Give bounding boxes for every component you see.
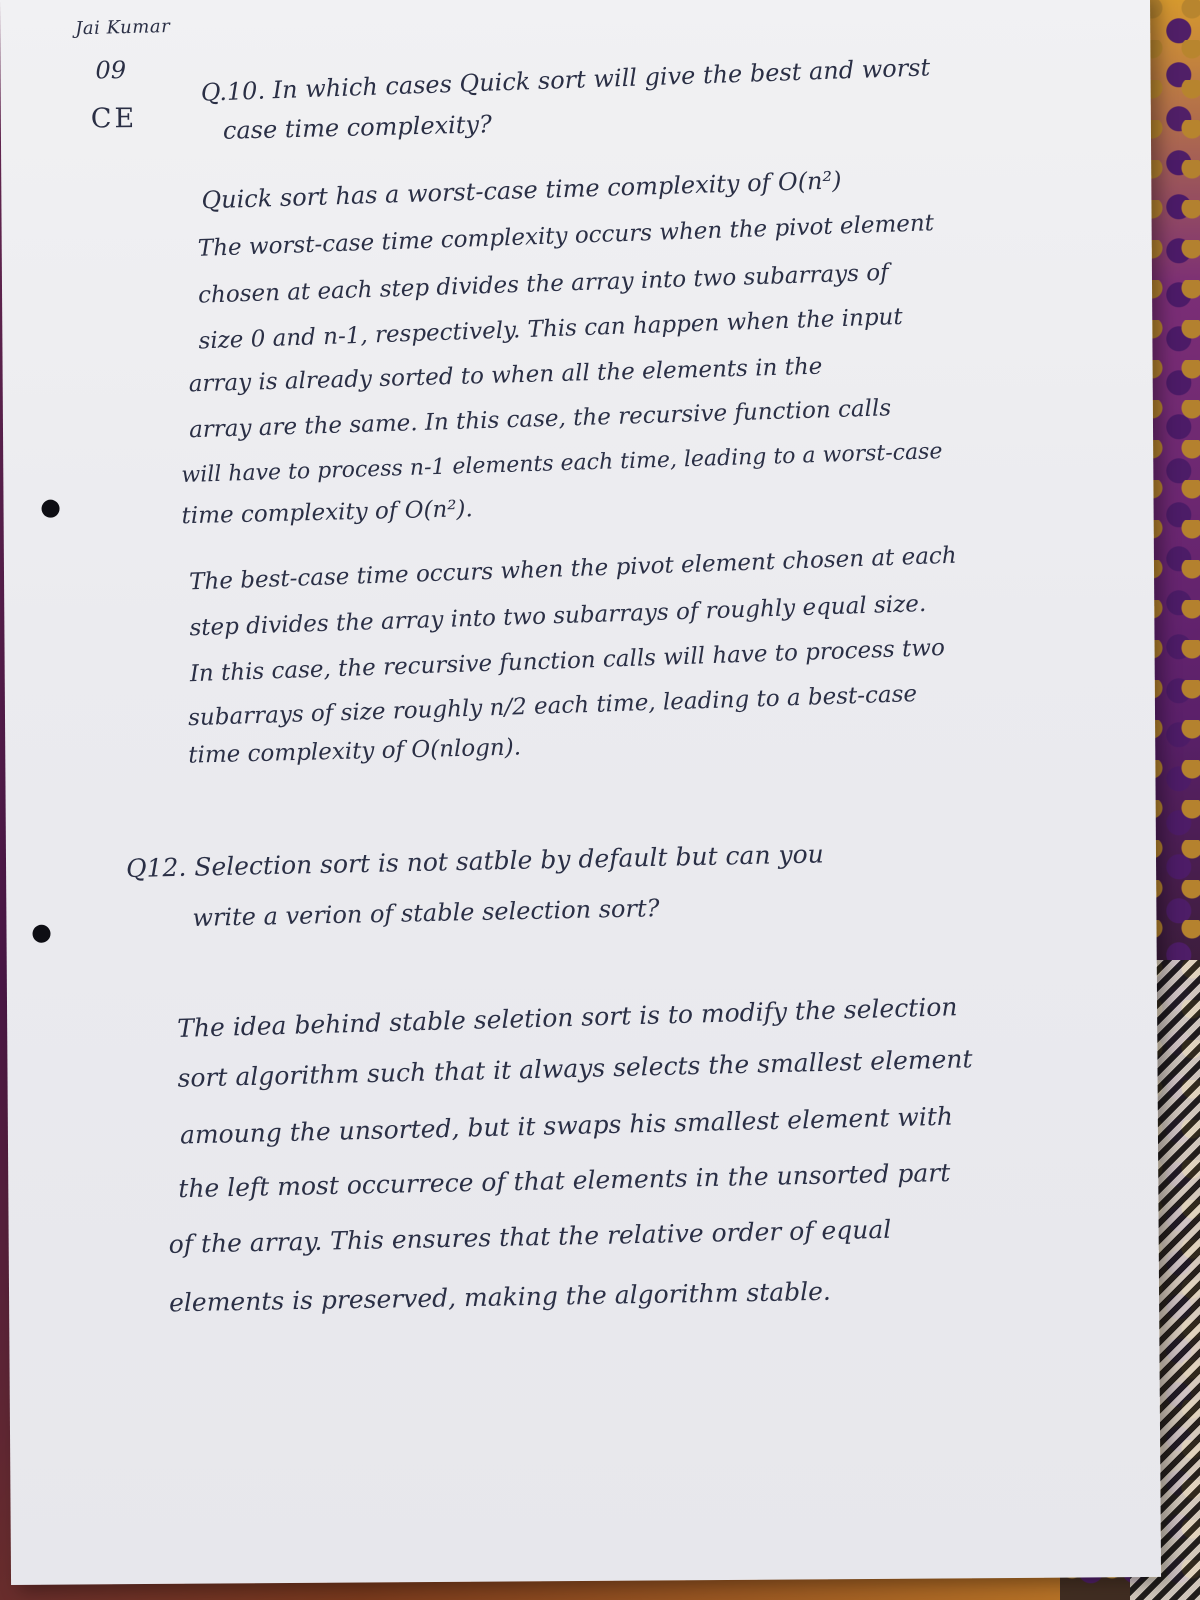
answer-10-best-line: The best-case time occurs when the pivot element chosen at each [188, 542, 958, 596]
answer-10-worst-line: array are the same. In this case, the recursive function calls [188, 395, 892, 444]
answer-12-line: elements is preserved, making the algorithm stable. [168, 1276, 832, 1318]
answer-10-worst-line: chosen at each step divides the array into two subarrays of [197, 259, 890, 309]
answer-10-best-line: step divides the array into two subarrays of roughly equal size. [189, 590, 927, 642]
answer-10-worst-line: The worst-case time complexity occurs when the pivot element [197, 210, 935, 262]
answer-10-worst-line: size 0 and n-1, respectively. This can happen when the input [198, 303, 904, 355]
answer-12-line: the left most occurrece of that elements in the unsorted part [178, 1158, 951, 1204]
answer-10-worst-line: will have to process n-1 elements each time, leading to a worst-case [181, 439, 943, 489]
student-name: Jai Kumar [74, 15, 171, 40]
answer-10-best-line: time complexity of O(nlogn). [187, 734, 522, 769]
answer-10-worst-line: time complexity of O(n²). [181, 496, 474, 530]
question-10-line: Q.10. In which cases Quick sort will give the best and worst [200, 53, 931, 107]
question-12-line: write a verion of stable selection sort? [192, 894, 660, 932]
answer-12-line: The idea behind stable seletion sort is to modify the selection [176, 992, 958, 1043]
branch-code: CE [90, 103, 138, 135]
roll-number: 09 [95, 56, 127, 85]
answer-10-best-line: In this case, the recursive function calls will have to process two [189, 634, 946, 688]
question-10-line: case time complexity? [222, 110, 493, 145]
answer-12-line: of the array. This ensures that the relative order of equal [168, 1214, 892, 1259]
answer-12-line: sort algorithm such that it always selects the smallest element [177, 1044, 973, 1093]
answer-10-worst-line: array is already sorted to when all the elements in the [188, 353, 823, 398]
punch-hole-bottom [32, 925, 50, 943]
answer-10-worst-line: Quick sort has a worst-case time complexity of O(n²) [201, 166, 842, 215]
answer-10-best-line: subarrays of size roughly n/2 each time, leading to a best-case [187, 681, 918, 732]
punch-hole-top [41, 500, 59, 518]
answer-12-line: amoung the unsorted, but it swaps his smallest element with [179, 1101, 954, 1150]
question-12-line: Q12. Selection sort is not satble by default but can you [125, 839, 825, 884]
